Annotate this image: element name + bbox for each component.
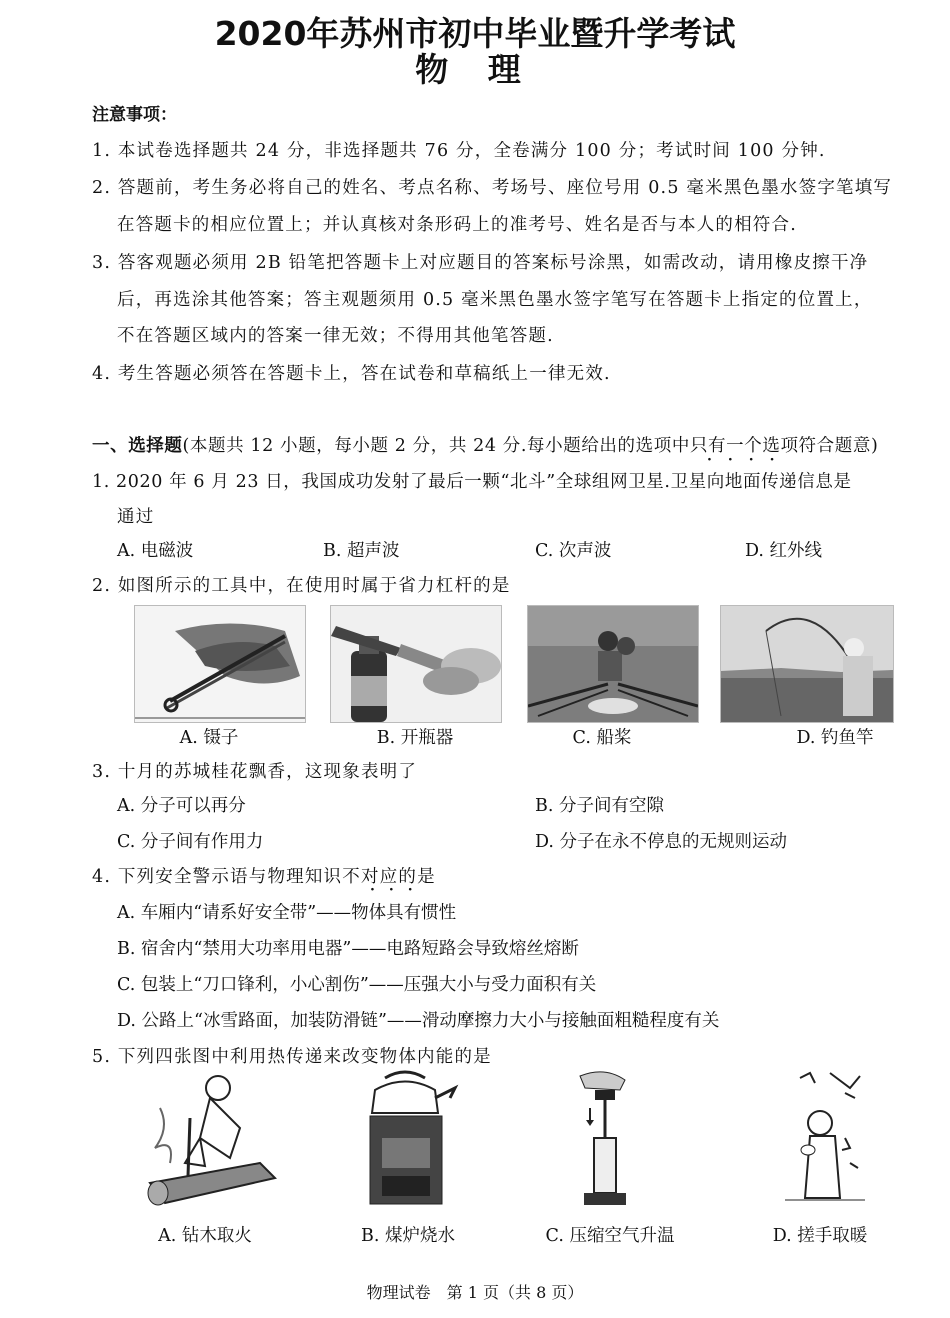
q1-option-d: D. 红外线	[745, 541, 823, 561]
emphasis-dots: ····	[707, 452, 791, 468]
q3-option-d: D. 分子在永不停息的无规则运动	[535, 832, 788, 852]
q5-figure-rubbing-hands	[770, 1068, 880, 1213]
page-footer: 物理试卷 第 1 页（共 8 页）	[366, 1283, 584, 1302]
q5-caption-a: A. 钻木取火	[158, 1226, 252, 1246]
q2-figure-rowing	[527, 605, 699, 723]
q5-caption-d: D. 搓手取暖	[772, 1226, 868, 1246]
q5-stem: 5. 下列四张图中利用热传递来改变物体内能的是	[92, 1047, 492, 1067]
notes-item-3: 3. 答客观题必须用 2B 铅笔把答题卡上对应题目的答案标号涂黑，如需改动，请用橡皮擦干净	[92, 253, 869, 273]
notes-item-3-cont2: 不在答题区域内的答案一律无效；不得用其他笔答题.	[117, 326, 554, 346]
q2-caption-c: C. 船桨	[572, 728, 632, 748]
notes-item-3-cont1: 后，再选涂其他答案；答主观题须用 0.5 毫米黑色墨水签字笔写在答题卡上指定的位置上，	[117, 290, 873, 310]
q1-stem-cont: 通过	[117, 507, 155, 527]
q3-option-a: A. 分子可以再分	[117, 796, 246, 816]
exam-title: 2020年苏州市初中毕业暨升学考试	[214, 14, 736, 53]
notes-item-1: 1. 本试卷选择题共 24 分，非选择题共 76 分，全卷满分 100 分；考试时间 100 分钟.	[92, 141, 826, 161]
q4-option-c: C. 包装上“刀口锋利，小心割伤”——压强大小与受力面积有关	[117, 975, 597, 995]
q2-stem: 2. 如图所示的工具中，在使用时属于省力杠杆的是	[92, 576, 511, 596]
exam-subject: 物 理	[415, 50, 535, 89]
q5-caption-c: C. 压缩空气升温	[545, 1226, 675, 1246]
q3-option-b: B. 分子间有空隙	[535, 796, 664, 816]
notes-item-4: 4. 考生答题必须答在答题卡上，答在试卷和草稿纸上一律无效.	[92, 364, 611, 384]
q1-option-a: A. 电磁波	[117, 541, 194, 561]
notes-item-2: 2. 答题前，考生务必将自己的姓名、考点名称、考场号、座位号用 0.5 毫米黑色墨水签字笔填写	[92, 178, 893, 198]
section-1-emphasis: 只有一个	[689, 436, 763, 456]
q4-stem-emphasis: 不对应	[342, 867, 399, 887]
q4-emphasis-dots: ···	[370, 882, 427, 898]
q5-figure-stove-kettle	[360, 1068, 460, 1213]
q3-option-c: C. 分子间有作用力	[117, 832, 264, 852]
q4-stem-start: 4. 下列安全警示语与物理知识	[92, 867, 343, 887]
q5-figure-air-compression	[570, 1068, 640, 1213]
q2-figure-tweezers	[134, 605, 306, 723]
q2-caption-d: D. 钓鱼竿	[796, 728, 874, 748]
q4-option-d: D. 公路上“冰雪路面，加装防滑链”——滑动摩擦力大小与接触面粗糙程度有关	[117, 1011, 720, 1031]
notes-item-2-cont: 在答题卡的相应位置上；并认真核对条形码上的准考号、姓名是否与本人的相符合.	[117, 215, 797, 235]
q2-figure-bottle-opener	[330, 605, 502, 723]
q2-caption-b: B. 开瓶器	[376, 728, 454, 748]
q2-caption-a: A. 镊子	[179, 728, 239, 748]
q5-figure-drilling-wood	[140, 1068, 280, 1213]
q1-option-c: C. 次声波	[535, 541, 612, 561]
q4-option-a: A. 车厢内“请系好安全带”——物体具有惯性	[117, 903, 457, 923]
q3-stem: 3. 十月的苏城桂花飘香，这现象表明了	[92, 762, 418, 782]
q1-stem: 1. 2020 年 6 月 23 日，我国成功发射了最后一颗“北斗”全球组网卫星.卫星向地面传递信息是	[92, 472, 852, 492]
notes-heading: 注意事项：	[92, 105, 177, 125]
q4-option-b: B. 宿舍内“禁用大功率用电器”——电路短路会导致熔丝熔断	[117, 939, 579, 959]
q5-caption-b: B. 煤炉烧水	[361, 1226, 455, 1246]
q2-figure-fishing-rod	[720, 605, 894, 723]
section-1-desc: (本题共 12 小题，每小题 2 分，共 24 分.每小题给出的选项中	[182, 436, 690, 456]
section-1-label: 一、选择题	[92, 436, 183, 456]
q4-stem-end: 的是	[398, 867, 436, 887]
q1-option-b: B. 超声波	[323, 541, 400, 561]
section-1-desc-end: 选项符合题意)	[762, 436, 879, 456]
